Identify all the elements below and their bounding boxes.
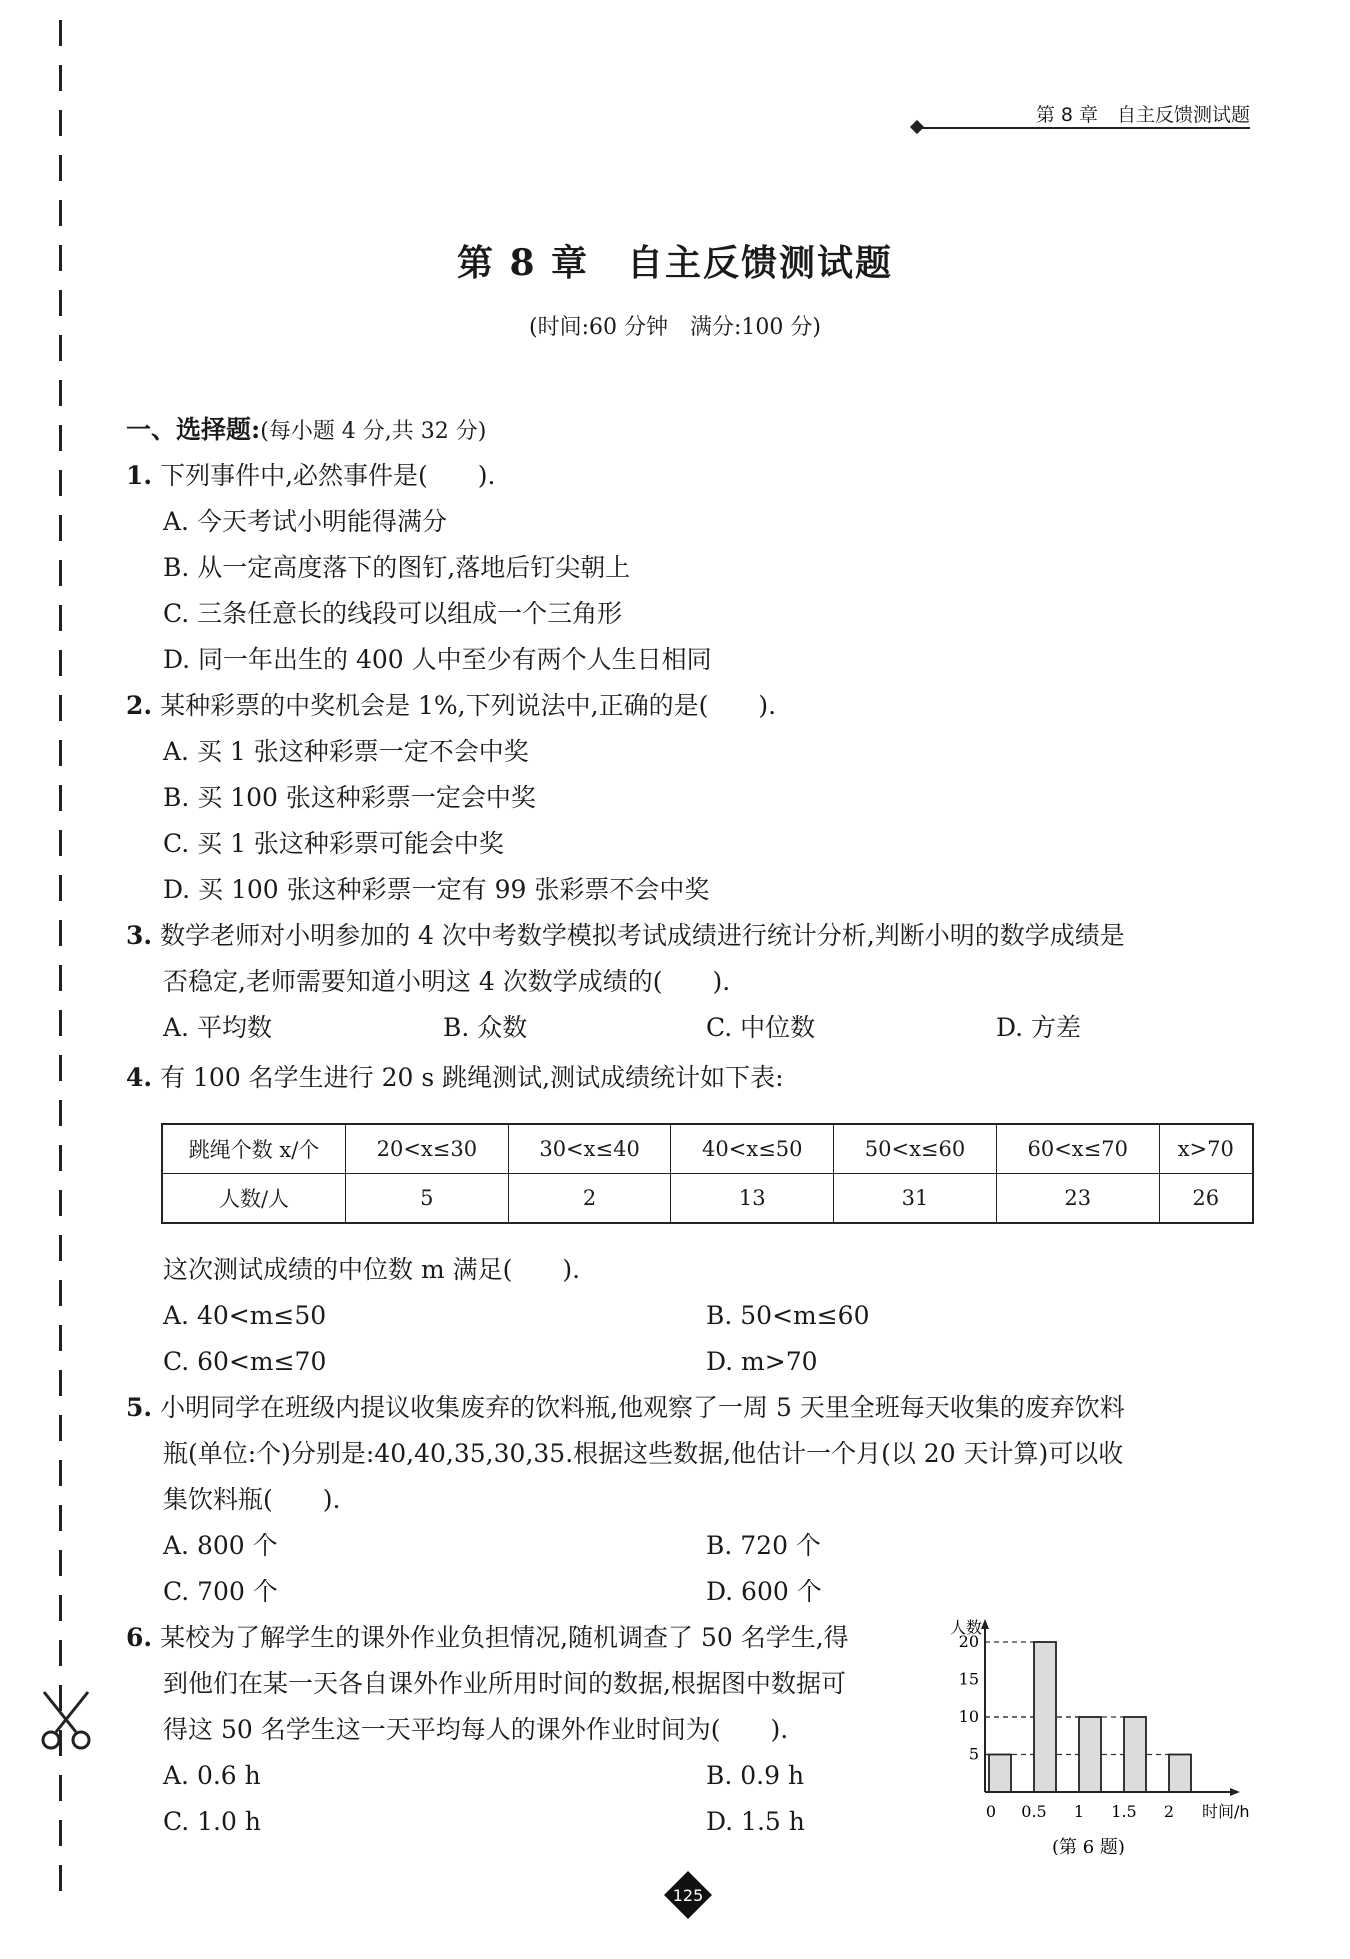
question-2-stem — [126, 690, 776, 722]
question-6-stem-cont: 到他们在某一天各自课外作业所用时间的数据,根据图中数据可 — [163, 1669, 846, 1698]
table-cell: 2 — [508, 1174, 671, 1224]
q5-option-d: D. 600 个 — [706, 1577, 822, 1606]
cut-line-dash — [59, 515, 62, 541]
q6-option-c: C. 1.0 h — [163, 1807, 261, 1836]
bar — [1079, 1717, 1101, 1792]
cut-line-dash — [59, 785, 62, 811]
cut-line-dash — [59, 1595, 62, 1621]
y-axis-arrow-icon — [981, 1619, 989, 1629]
homework-time-histogram — [940, 1615, 1260, 1855]
cut-line-dash — [59, 965, 62, 991]
cut-line-dash — [59, 65, 62, 91]
cut-line-dash — [59, 830, 62, 856]
q5-option-b: B. 720 个 — [706, 1531, 821, 1560]
header-rule — [918, 127, 1250, 129]
q3-option-c: C. 中位数 — [706, 1013, 816, 1042]
question-number: 4. — [126, 1063, 153, 1092]
question-3-stem — [126, 920, 1125, 952]
question-text: 某校为了解学生的课外作业负担情况,随机调查了 50 名学生,得 — [160, 1623, 849, 1652]
question-text: 下列事件中,必然事件是( ). — [160, 461, 496, 490]
cut-line-dash — [59, 20, 62, 46]
q1-option-d: D. 同一年出生的 400 人中至少有两个人生日相同 — [163, 645, 712, 674]
x-axis-label: 时间/h — [1202, 1802, 1250, 1821]
table-cell: 13 — [671, 1174, 834, 1224]
x-tick-label: 0 — [985, 1802, 997, 1821]
page-title: 第 8 章 自主反馈测试题 — [456, 242, 894, 284]
q2-option-a: A. 买 1 张这种彩票一定不会中奖 — [163, 737, 529, 766]
cut-line-dash — [59, 695, 62, 721]
page-number-badge — [663, 1870, 713, 1920]
table-row — [162, 1174, 1253, 1224]
q3-option-d: D. 方差 — [996, 1013, 1082, 1042]
cut-line-dash — [59, 1190, 62, 1216]
q3-option-b: B. 众数 — [443, 1013, 528, 1042]
cut-line-dash — [59, 1100, 62, 1126]
cut-line-dash — [59, 155, 62, 181]
question-number: 2. — [126, 691, 153, 720]
x-axis-arrow-icon — [1230, 1788, 1240, 1796]
table-cell: 23 — [996, 1174, 1159, 1224]
q1-option-a: A. 今天考试小明能得满分 — [163, 507, 447, 536]
question-5-stem-cont: 集饮料瓶( ). — [163, 1485, 341, 1514]
question-4-followup: 这次测试成绩的中位数 m 满足( ). — [163, 1255, 581, 1284]
table-cell: 26 — [1159, 1174, 1253, 1224]
table-row — [162, 1124, 1253, 1174]
q1-option-b: B. 从一定高度落下的图钉,落地后钉尖朝上 — [163, 553, 631, 582]
table-cell: 60<x≤70 — [996, 1124, 1159, 1174]
cut-line-dash — [59, 1145, 62, 1171]
q1-option-c: C. 三条任意长的线段可以组成一个三角形 — [163, 599, 623, 628]
q3-option-a: A. 平均数 — [163, 1013, 272, 1042]
q5-option-a: A. 800 个 — [163, 1531, 278, 1560]
table-cell: x>70 — [1159, 1124, 1253, 1174]
cut-line-dash — [59, 425, 62, 451]
page-number: 125 — [672, 1886, 704, 1905]
cut-line-dash — [59, 110, 62, 136]
cut-line-dash — [59, 1505, 62, 1531]
table-cell: 30<x≤40 — [508, 1124, 671, 1174]
section-label: 一、选择题: — [126, 415, 261, 444]
cut-line-dash — [59, 1280, 62, 1306]
cut-line-dash — [59, 1325, 62, 1351]
header-diamond-icon — [910, 120, 924, 134]
cut-line-dash — [59, 875, 62, 901]
table-cell: 5 — [346, 1174, 509, 1224]
question-number: 6. — [126, 1623, 153, 1652]
cut-line-dash — [59, 1235, 62, 1261]
question-text: 有 100 名学生进行 20 s 跳绳测试,测试成绩统计如下表: — [160, 1063, 784, 1092]
question-5-stem — [126, 1392, 1125, 1424]
question-number: 1. — [126, 461, 153, 490]
question-5-stem-cont: 瓶(单位:个)分别是:40,40,35,30,35.根据这些数据,他估计一个月(以 20 天计算)可以收 — [163, 1439, 1124, 1468]
q6-option-b: B. 0.9 h — [706, 1761, 805, 1790]
cut-line-dash — [59, 1865, 62, 1891]
running-header: 第 8 章 自主反馈测试题 — [1035, 104, 1250, 126]
q4-option-d: D. m>70 — [706, 1347, 818, 1376]
question-text: 数学老师对小明参加的 4 次中考数学模拟考试成绩进行统计分析,判断小明的数学成绩是 — [160, 921, 1125, 950]
table-cell: 跳绳个数 x/个 — [162, 1124, 346, 1174]
cut-line-dash — [59, 470, 62, 496]
table-cell: 20<x≤30 — [346, 1124, 509, 1174]
q4-option-b: B. 50<m≤60 — [706, 1301, 870, 1330]
table-cell: 50<x≤60 — [834, 1124, 997, 1174]
question-number: 3. — [126, 921, 153, 950]
cut-line-dash — [59, 920, 62, 946]
question-text: 某种彩票的中奖机会是 1%,下列说法中,正确的是( ). — [160, 691, 777, 720]
cut-line-dash — [59, 200, 62, 226]
cut-line-dash — [59, 740, 62, 766]
y-tick-label: 5 — [968, 1744, 979, 1764]
cut-line-dash — [59, 1550, 62, 1576]
question-6-stem-cont: 得这 50 名学生这一天平均每人的课外作业时间为( ). — [163, 1715, 789, 1744]
y-axis-label: 人数 — [950, 1618, 983, 1637]
bar — [1169, 1755, 1191, 1793]
q2-option-d: D. 买 100 张这种彩票一定有 99 张彩票不会中奖 — [163, 875, 710, 904]
y-tick-label: 20 — [958, 1632, 979, 1651]
table-cell: 40<x≤50 — [671, 1124, 834, 1174]
bar — [1124, 1717, 1146, 1792]
y-tick-label: 10 — [958, 1707, 979, 1726]
q2-option-b: B. 买 100 张这种彩票一定会中奖 — [163, 783, 536, 812]
cut-line-dash — [59, 1820, 62, 1846]
chart-caption: (第 6 题) — [1052, 1837, 1125, 1855]
question-text: 小明同学在班级内提议收集废弃的饮料瓶,他观察了一周 5 天里全班每天收集的废弃饮料 — [160, 1393, 1125, 1422]
bar — [1034, 1642, 1056, 1792]
x-tick-label: 1 — [1073, 1802, 1085, 1821]
question-3-stem-cont: 否稳定,老师需要知道小明这 4 次数学成绩的( ). — [163, 967, 731, 996]
page-subtitle: (时间:60 分钟 满分:100 分) — [529, 315, 821, 340]
cut-line-dash — [59, 1415, 62, 1441]
question-4-stem — [126, 1062, 784, 1094]
q6-option-d: D. 1.5 h — [706, 1807, 805, 1836]
q4-option-a: A. 40<m≤50 — [163, 1301, 327, 1330]
cut-line-dash — [59, 1055, 62, 1081]
scissors-icon — [36, 1690, 96, 1750]
question-6-stem — [126, 1622, 849, 1654]
section-note: (每小题 4 分,共 32 分) — [260, 419, 487, 444]
x-tick-label: 0.5 — [1021, 1802, 1047, 1821]
cut-line-dash — [59, 380, 62, 406]
table-cell: 31 — [834, 1174, 997, 1224]
question-1-stem — [126, 460, 495, 492]
bar — [989, 1755, 1011, 1793]
cut-line-dash — [59, 1640, 62, 1666]
x-tick-label: 1.5 — [1111, 1802, 1137, 1821]
q6-option-a: A. 0.6 h — [163, 1761, 261, 1790]
cut-line-dash — [59, 1775, 62, 1801]
y-tick-label: 15 — [958, 1669, 979, 1689]
cut-line-dash — [59, 650, 62, 676]
table-cell: 人数/人 — [162, 1174, 346, 1224]
cut-line-dash — [59, 605, 62, 631]
cut-line-dash — [59, 560, 62, 586]
q4-option-c: C. 60<m≤70 — [163, 1347, 327, 1376]
section-heading — [126, 414, 486, 448]
cut-line-dash — [59, 1370, 62, 1396]
q2-option-c: C. 买 1 张这种彩票可能会中奖 — [163, 829, 504, 858]
x-tick-label: 2 — [1163, 1802, 1175, 1821]
cut-line-dash — [59, 1460, 62, 1486]
cut-line-dash — [59, 1010, 62, 1036]
jump-rope-table — [161, 1123, 1254, 1224]
question-number: 5. — [126, 1393, 153, 1422]
q5-option-c: C. 700 个 — [163, 1577, 278, 1606]
